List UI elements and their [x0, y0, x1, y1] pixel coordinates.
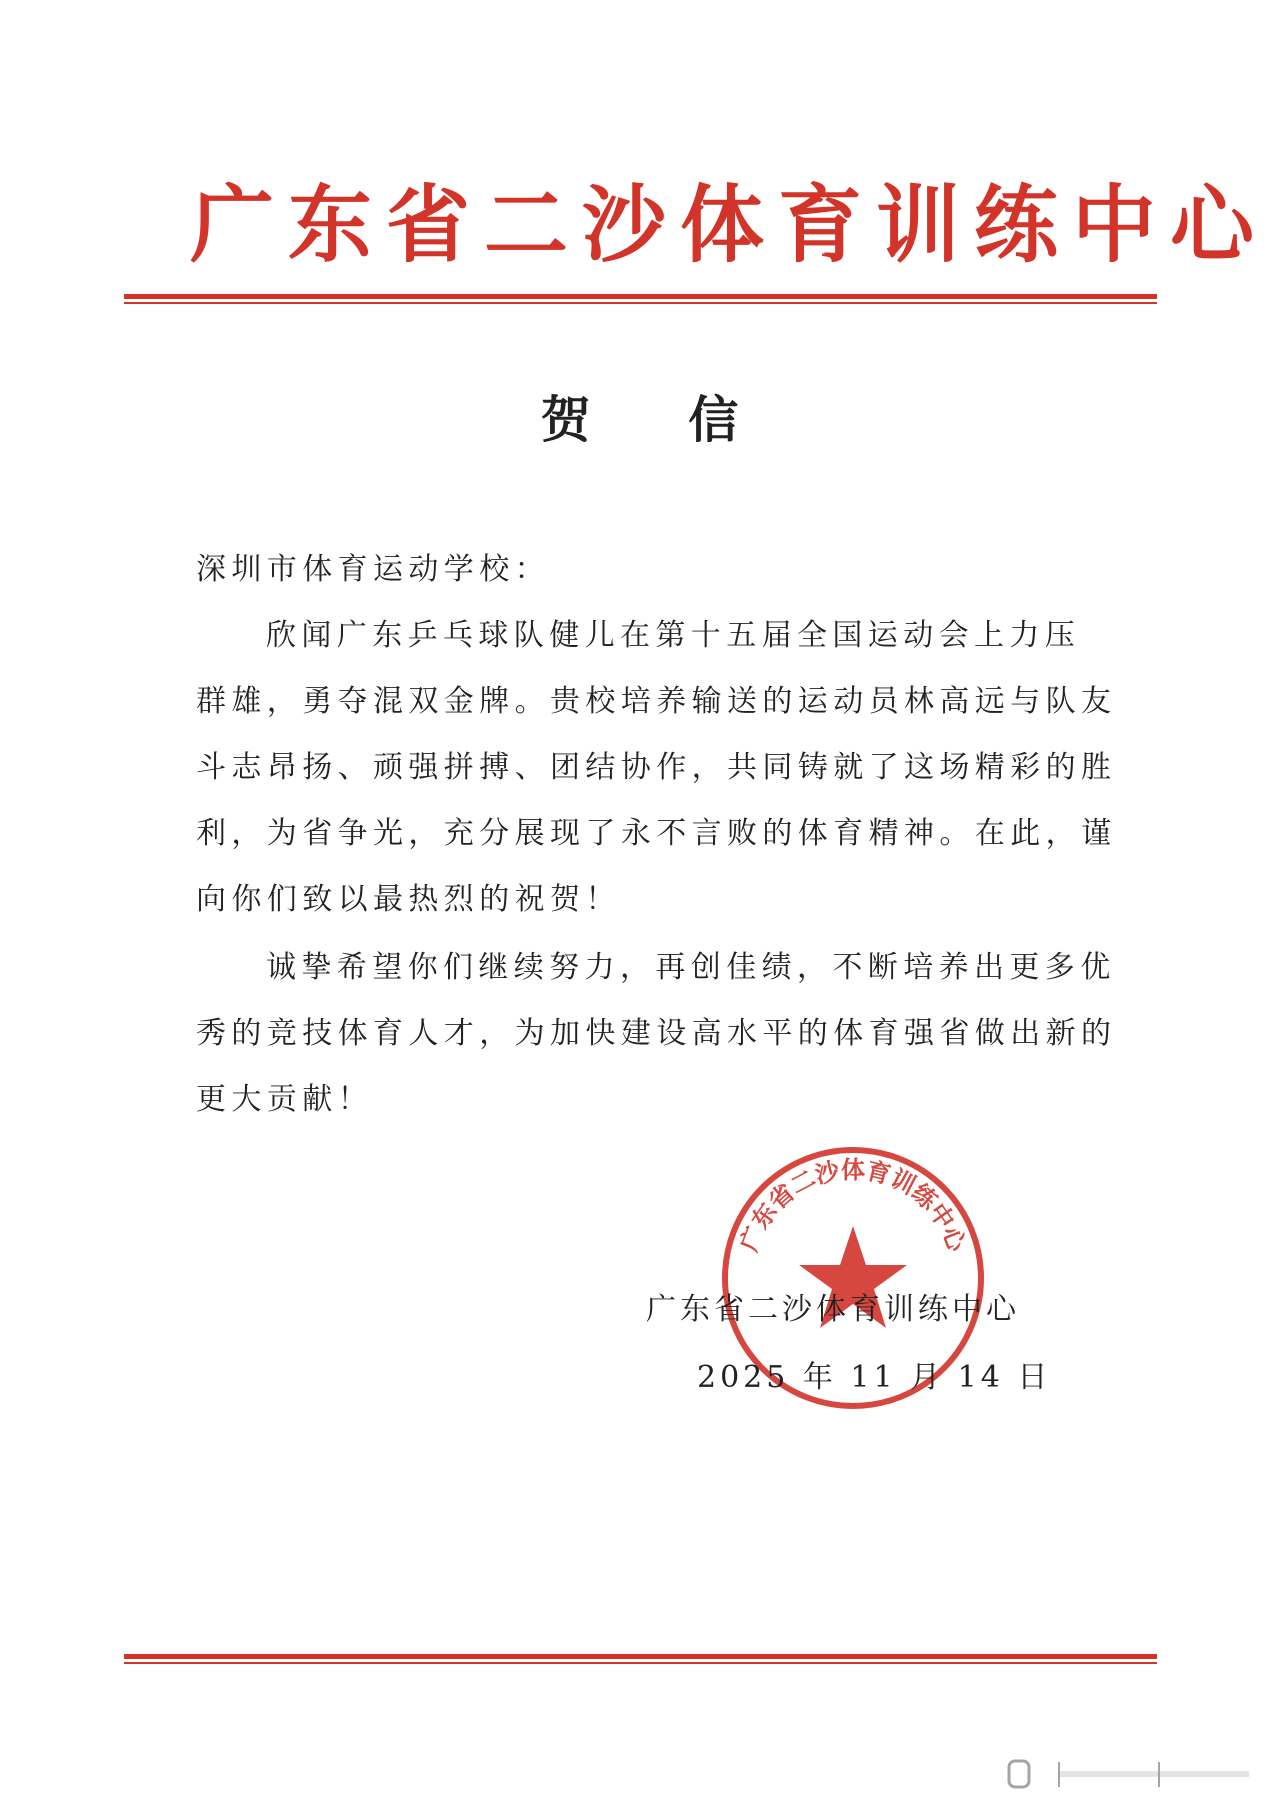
- document-title: 贺 信: [540, 390, 779, 449]
- body-line: 群雄，勇夺混双金牌。贵校培养输送的运动员林高远与队友: [196, 684, 1117, 719]
- letterhead-title: 广东省二沙体育训练中心: [190, 175, 1269, 274]
- body-line: 诚挚希望你们继续努力，再创佳绩，不断培养出更多优: [266, 950, 1116, 985]
- body-line: 向你们致以最热烈的祝贺！: [196, 882, 621, 917]
- body-line: 利，为省争光，充分展现了永不言败的体育精神。在此，谨: [196, 816, 1117, 851]
- body-line: 更大贡献！: [196, 1082, 373, 1117]
- salutation: 深圳市体育运动学校：: [196, 552, 550, 587]
- body-line: 秀的竞技体育人才，为加快建设高水平的体育强省做出新的: [196, 1016, 1117, 1051]
- stamp-lettering: 广东省二沙体育训练中心: [733, 1154, 973, 1256]
- signature-org: 广东省二沙体育训练中心: [646, 1292, 1020, 1327]
- body-line: 斗志昂扬、顽强拼搏、团结协作，共同铸就了这场精彩的胜: [196, 750, 1117, 785]
- footer-divider: [124, 1654, 1157, 1664]
- letterhead-divider: [124, 294, 1157, 304]
- scan-artifact: [999, 1759, 1249, 1789]
- body-line: 欣闻广东乒乓球队健儿在第十五届全国运动会上力压: [266, 618, 1081, 653]
- signature-date: 2025 年 11 月 14 日: [697, 1360, 1052, 1395]
